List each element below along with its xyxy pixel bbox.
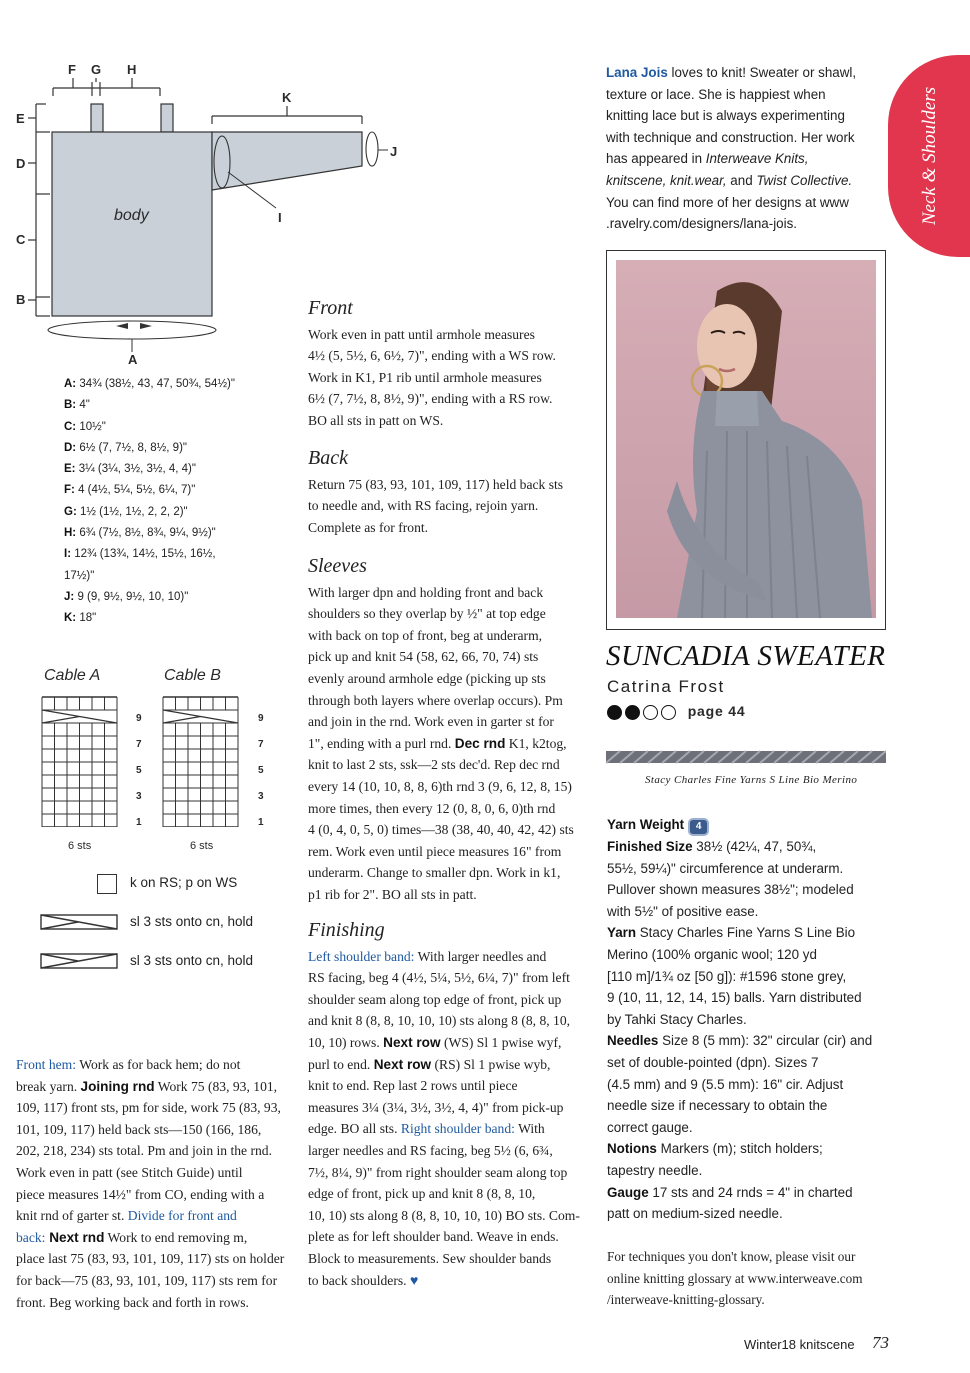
yarn-weight-badge: 4 bbox=[688, 818, 710, 836]
measurement-h: H: 6¾ (7½, 8½, 8¾, 9¼, 9½)" bbox=[64, 527, 216, 540]
glossary-note: For techniques you don't know, please visit our online knitting glossary at www.interweave.com /interweave-knitting-glossary. bbox=[607, 1249, 863, 1308]
finishing-section: Finishing Left shoulder band: With larger needles and RS facing, beg 4 (4½, 5¼, 5½, 6¼, 7)" from left shoulder seam along top edge of front, pick up and knit 8 (8, 8, 10, 10, 10) sts along 8 (8, 8, 10, 10, 10) rows. Next row (WS) Sl 1 pwise wyf, purl to end. Next row (RS) Sl 1 pwise wyb, knit to end. Rep last 2 rows until piece measures 3¼ (3¼, 3½, 3½, 4, 4)" from pick-up edge. BO all sts. Right shoulder band: With larger needles and RS facing, beg 5½ (6, 6¾, 7½, 8¼, 9)" from right shoulder seam along top edge of front, pick up and knit 8 (8, 8, 10, 10, 10) sts along 8 (8, 8, 10, 10, 10) BO sts. Com- plete as for left shoulder band. Weave in ends. Block to measurements. Sew shoulder bands to back shoulders. ♥ bbox=[308, 920, 593, 1292]
measurement-i: I: 12¾ (13¾, 14½, 15½, 16½, bbox=[64, 548, 216, 561]
measurement-a: A: 34¾ (38½, 43, 47, 50¾, 54½)" bbox=[64, 378, 235, 390]
measurement-k: K: 18" bbox=[64, 612, 97, 625]
cable-a-title: Cable A bbox=[44, 667, 101, 684]
label-c: C bbox=[16, 232, 26, 247]
measurement-b: B: 4" bbox=[64, 399, 90, 412]
label-b: B bbox=[16, 292, 26, 307]
legend-knit-label: k on RS; p on WS bbox=[130, 875, 238, 890]
legend-knit-square bbox=[97, 874, 117, 894]
front-heading: Front bbox=[308, 297, 353, 319]
label-g: G bbox=[91, 62, 102, 77]
section-tab-label: Neck & Shoulders bbox=[919, 86, 940, 226]
label-f: F bbox=[68, 62, 76, 77]
designer-bio: Lana Jois loves to knit! Sweater or shawl, texture or lace. She is happiest when knitting lace but is always experimenting with technique and construction. Her work has appeared in Interweave Knits, knitscene, knit.wear, and Twist Collective. You can find more of her designs at www .ravelry.com/designers/lana-jois. bbox=[606, 65, 857, 232]
label-j: J bbox=[390, 144, 398, 159]
front-section: Front Work even in patt until armhole measures 4½ (5, 5½, 6, 6½, 7)", ending with a WS row. Work in K1, P1 rib until armhole measures 6½ (7, 7½, 8, 8½, 9)", ending with a RS row. BO all sts in patt on WS. bbox=[308, 298, 593, 432]
cable-left-cross-icon bbox=[40, 914, 118, 930]
sleeves-heading: Sleeves bbox=[308, 555, 367, 577]
yarn-caption: Stacy Charles Fine Yarns S Line Bio Merino bbox=[645, 774, 858, 786]
pattern-title: SUNCADIA SWEATER bbox=[606, 640, 886, 672]
cable-b-title: Cable B bbox=[164, 667, 221, 684]
pattern-specs: Yarn Weight 4 Finished Size 38½ (42¼, 47, 50¾, 55½, 59¼)" circumference at underarm. Pullover shown measures 38½"; modeled with 5½" of positive ease. Yarn Stacy Charles Fine Yarns S Line Bio Merino (100% organic wool; 120 yd [110 m]/1¾ oz [50 g]): #1596 stone grey, 9 (10, 11, 12, 14, 15) balls. Yarn distributed by Tahki Stacy Charles. Needles Size 8 (5 mm): 32" circular (cir) and set of double-pointed (dpn). Sizes 7 (4.5 mm) and 9 (5.5 mm): 16" cir. Adjust needle size if necessary to obtain the correct gauge. Notions Markers (m); stitch holders; tapestry needle. Gauge 17 sts and 24 rnds = 4" in charted patt on medium-sized needle. bbox=[607, 817, 873, 1222]
label-h: H bbox=[127, 62, 137, 77]
heart-icon: ♥ bbox=[409, 1273, 419, 1289]
difficulty-dot-empty bbox=[643, 705, 658, 720]
cable-b-sts: 6 sts bbox=[190, 840, 214, 852]
measurement-d: D: 6½ (7, 7½, 8, 8½, 9)" bbox=[64, 441, 187, 454]
difficulty-dot-filled bbox=[607, 705, 622, 720]
measurement-list bbox=[64, 374, 294, 630]
legend-cross-1-label: sl 3 sts onto cn, hold bbox=[130, 914, 254, 929]
page-number: 73 bbox=[872, 1333, 889, 1352]
difficulty-rating bbox=[607, 703, 745, 720]
cable-b-chart bbox=[161, 695, 241, 827]
label-i: I bbox=[278, 210, 282, 225]
cable-a-chart bbox=[40, 695, 120, 827]
cable-b-row-numbers: 9 7 5 3 1 bbox=[258, 713, 264, 828]
front-hem-text: Front hem: Work as for back hem; do not break yarn. Joining rnd Work 75 (83, 93, 101, 109, 117) front sts, pm for side, work 75 (83, 93, 101, 109, 117) held back sts—150 (166, 186, 202, 218, 234) sts total. Pm and join in the rnd. Work even in patt (see Stitch Guide) until piece measures 14½" from CO, ending with a knit rnd of garter st. Divide for front and back: Next rnd Work to end removing m, place last 75 (83, 93, 101, 109, 117) sts on holder for back—75 (83, 93, 101, 109, 117) sts rem for front. Beg working back and forth in rows. bbox=[16, 1057, 285, 1310]
cable-a-row-numbers: 9 7 5 3 1 bbox=[136, 713, 142, 828]
cable-a-sts: 6 sts bbox=[68, 840, 92, 852]
sweater-photo bbox=[606, 250, 886, 630]
measurement-c: C: 10½" bbox=[64, 420, 106, 433]
finishing-heading: Finishing bbox=[308, 919, 385, 941]
page-reference: page 44 bbox=[687, 703, 746, 719]
label-k: K bbox=[282, 90, 292, 105]
section-tab bbox=[888, 55, 970, 257]
measurement-e: E: 3¼ (3¼, 3½, 3½, 4, 4)" bbox=[64, 463, 196, 476]
legend-cross-2-label: sl 3 sts onto cn, hold bbox=[130, 953, 254, 968]
label-d: D bbox=[16, 156, 26, 171]
label-e: E bbox=[16, 111, 25, 126]
body-label: body bbox=[114, 207, 149, 224]
measurement-i-cont: 17½)" bbox=[64, 569, 95, 582]
measurement-j: J: 9 (9, 9½, 9½, 10, 10)" bbox=[64, 590, 189, 603]
cable-right-cross-icon bbox=[40, 953, 118, 969]
designer-name: Catrina Frost bbox=[607, 677, 725, 696]
sleeves-section: Sleeves With larger dpn and holding front and back shoulders so they overlap by ½" at top edge with back on top of front, beg at underarm, pick up and knit 54 (58, 62, 66, 70, 74) sts evenly around armhole edge (picking up sts through both layers where overlap occurs). Pm and join in the rnd. Work even in garter st for 1", ending with a purl rnd. Dec rnd K1, k2tog, knit to last 2 sts, ssk—2 sts dec'd. Rep dec rnd every 14 (10, 10, 8, 8, 6)th rnd 3 (9, 6, 12, 8, 15) more times, then every 12 (0, 8, 0, 6, 0)th rnd 4 (0, 4, 0, 5, 0) times—38 (38, 40, 40, 42, 42) sts rem. Work even until piece measures 16" from underarm. Change to smaller dpn. Work in k1, p1 rib for 2". BO all sts in patt. bbox=[308, 556, 593, 906]
back-section: Back Return 75 (83, 93, 101, 109, 117) held back sts to needle and, with RS facing, rejoin yarn. Complete as for front. bbox=[308, 448, 593, 538]
back-heading: Back bbox=[308, 447, 348, 469]
yarn-swatch bbox=[606, 748, 886, 766]
label-a: A bbox=[128, 352, 138, 367]
difficulty-dot-empty bbox=[661, 705, 676, 720]
measurement-f: F: 4 (4½, 5¼, 5½, 6¼, 7)" bbox=[64, 484, 196, 497]
difficulty-dot-filled bbox=[625, 705, 640, 720]
measurement-g: G: 1½ (1½, 1½, 2, 2, 2)" bbox=[64, 505, 188, 518]
footer-issue: Winter18 knitscene bbox=[744, 1337, 855, 1352]
